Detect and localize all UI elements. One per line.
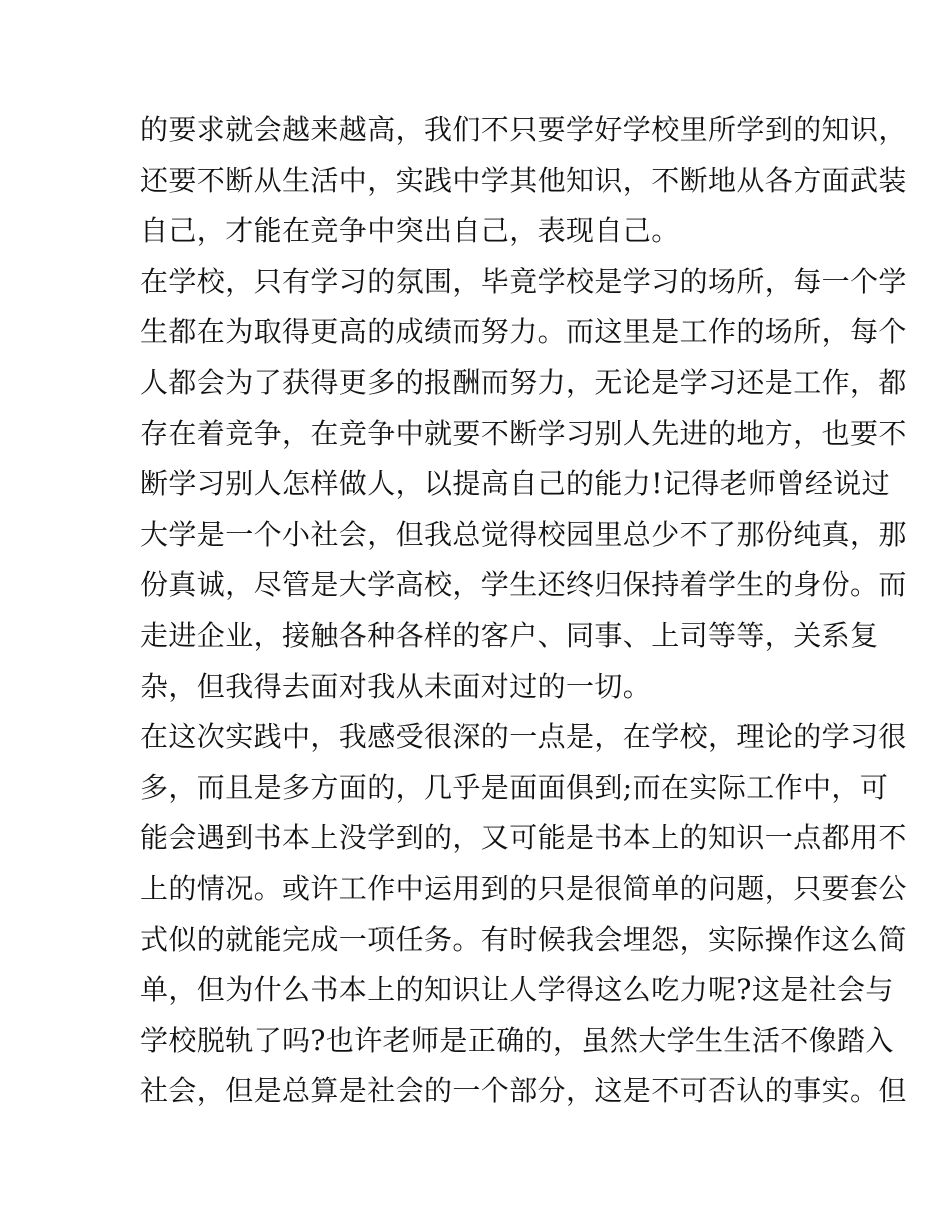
text-line: 份真诚，尽管是大学高校，学生还终归保持着学生的身份。而: [140, 568, 907, 602]
text-line: 上的情况。或许工作中运用到的只是很简单的问题，只要套公: [140, 871, 907, 905]
text-line: 多，而且是多方面的，几乎是面面俱到;而在实际工作中，可: [140, 770, 889, 804]
text-line: 生都在为取得更高的成绩而努力。而这里是工作的场所，每个: [140, 315, 907, 349]
document-body: [140, 105, 907, 1117]
text-line: 社会，但是总算是社会的一个部分，这是不可否认的事实。但: [140, 1074, 907, 1108]
text-line: 式似的就能完成一项任务。有时候我会埋怨，实际操作这么简: [140, 922, 907, 956]
text-line: 学校脱轨了吗?也许老师是正确的，虽然大学生生活不像踏入: [140, 1023, 894, 1057]
text-line: 单，但为什么书本上的知识让人学得这么吃力呢?这是社会与: [140, 973, 894, 1007]
text-line: 的要求就会越来越高，我们不只要学好学校里所学到的知识，: [140, 113, 907, 146]
text-line: 大学是一个小社会，但我总觉得校园里总少不了那份纯真，那: [140, 517, 907, 551]
text-line: 杂，但我得去面对我从未面对过的一切。: [140, 669, 652, 703]
text-line: 存在着竞争，在竞争中就要不断学习别人先进的地方，也要不: [140, 416, 907, 450]
text-line: 在学校，只有学习的氛围，毕竟学校是学习的场所，每一个学: [140, 264, 907, 298]
text-line: 能会遇到书本上没学到的，又可能是书本上的知识一点都用不: [140, 821, 907, 855]
text-line: 在这次实践中，我感受很深的一点是，在学校，理论的学习很: [140, 720, 907, 754]
text-line: 还要不断从生活中，实践中学其他知识，不断地从各方面武装: [140, 163, 907, 197]
text-line: 走进企业，接触各种各样的客户、同事、上司等等，关系复: [140, 618, 879, 652]
text-line: 断学习别人怎样做人，以提高自己的能力!记得老师曾经说过: [140, 467, 891, 501]
text-line: 自己，才能在竞争中突出自己，表现自己。: [140, 214, 680, 248]
text-line: 人都会为了获得更多的报酬而努力，无论是学习还是工作，都: [140, 365, 907, 399]
